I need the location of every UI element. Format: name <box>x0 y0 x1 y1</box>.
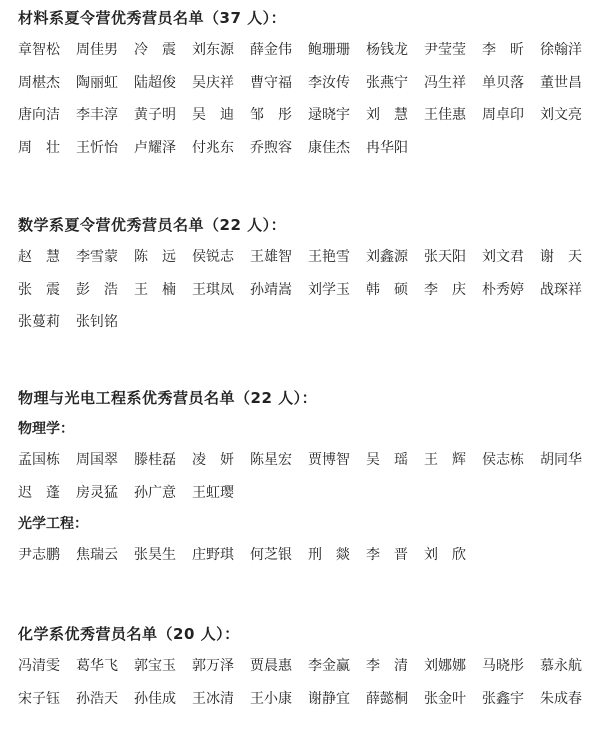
person-name: 周 壮 <box>18 139 60 156</box>
person-name: 贾晨惠 <box>250 658 292 674</box>
person-name: 周卓印 <box>482 107 524 123</box>
person-name: 尹莹莹 <box>424 42 466 58</box>
person-name: 鲍珊珊 <box>308 42 350 58</box>
person-name: 张天阳 <box>424 249 466 265</box>
subsection-title: 物理学： <box>18 421 74 437</box>
section-title: 化学系优秀营员名单（20 人）： <box>18 625 240 643</box>
person-name: 杨钱龙 <box>366 42 408 58</box>
person-name: 焦瑞云 <box>76 547 118 563</box>
person-name: 迟 蓬 <box>18 484 60 501</box>
person-name: 张钊铭 <box>76 314 118 330</box>
person-name: 孙浩天 <box>76 690 118 707</box>
person-name: 付兆东 <box>192 139 234 156</box>
person-name: 黄子明 <box>134 107 176 123</box>
person-name: 冷 震 <box>134 42 176 58</box>
section-title: 数学系夏令营优秀营员名单（22 人）： <box>18 216 287 234</box>
person-name: 康佳杰 <box>308 139 350 156</box>
person-name: 李汝传 <box>308 74 350 91</box>
person-name: 李 昕 <box>482 42 524 58</box>
name-row <box>18 449 598 472</box>
person-name: 刘鑫源 <box>366 249 408 265</box>
optics-subsection <box>18 514 598 567</box>
name-list <box>18 246 598 334</box>
person-name: 赵 慧 <box>18 249 60 265</box>
person-name: 刘娜娜 <box>424 658 466 674</box>
person-name: 李雪蒙 <box>76 249 118 265</box>
person-name: 吴 迪 <box>192 107 234 123</box>
person-name: 房灵猛 <box>76 484 118 501</box>
person-name: 陈 远 <box>134 249 176 265</box>
section-title: 材料系夏令营优秀营员名单（37 人）： <box>18 9 287 27</box>
person-name: 何芝银 <box>250 547 292 563</box>
person-name: 乔煦容 <box>250 139 292 156</box>
person-name: 孟国栋 <box>18 452 60 468</box>
person-name: 单贝落 <box>482 74 524 91</box>
person-name: 王艳雪 <box>308 249 350 265</box>
person-name: 尹志鹏 <box>18 547 60 563</box>
person-name: 李 庆 <box>424 281 466 298</box>
person-name: 逯晓宇 <box>308 107 350 123</box>
name-row <box>18 688 598 711</box>
person-name: 王小康 <box>250 690 292 707</box>
person-name: 滕桂磊 <box>134 452 176 468</box>
person-name: 唐向洁 <box>18 107 60 123</box>
person-name: 刘 慧 <box>366 107 408 123</box>
person-name: 刘文亮 <box>540 107 582 123</box>
person-name: 刘东源 <box>192 42 234 58</box>
person-name: 吴庆祥 <box>192 74 234 91</box>
person-name: 朱成春 <box>540 690 582 707</box>
name-row <box>18 311 598 334</box>
person-name: 刑 燚 <box>308 547 350 563</box>
name-list <box>18 655 598 711</box>
materials-section <box>18 8 598 169</box>
person-name: 王佳惠 <box>424 107 466 123</box>
person-name: 冉华阳 <box>366 139 408 156</box>
person-name: 周国翠 <box>76 452 118 468</box>
name-row <box>18 137 598 160</box>
person-name: 章智松 <box>18 42 60 58</box>
person-name: 贾博智 <box>308 452 350 468</box>
person-name: 刘 欣 <box>424 547 466 563</box>
person-name: 孙广意 <box>134 484 176 501</box>
person-name: 宋子钰 <box>18 690 60 707</box>
person-name: 冯生祥 <box>424 74 466 91</box>
section-title: 物理与光电工程系优秀营员名单（22 人）： <box>18 389 318 407</box>
person-name: 孙靖嵩 <box>250 281 292 298</box>
person-name: 李 晋 <box>366 547 408 563</box>
math-section <box>18 215 598 344</box>
person-name: 周椹杰 <box>18 74 60 91</box>
person-name: 王 辉 <box>424 452 466 468</box>
person-name: 彭 浩 <box>76 281 118 298</box>
name-row <box>18 655 598 678</box>
person-name: 周佳男 <box>76 42 118 58</box>
person-name: 马晓彤 <box>482 658 524 674</box>
person-name: 张鑫宇 <box>482 690 524 707</box>
physics-subsection <box>18 419 598 505</box>
person-name: 李 清 <box>366 658 408 674</box>
person-name: 孙佳成 <box>134 690 176 707</box>
person-name: 郭万泽 <box>192 658 234 674</box>
person-name: 王虹璎 <box>192 484 234 501</box>
name-row <box>18 482 598 505</box>
person-name: 董世昌 <box>540 74 582 91</box>
person-name: 凌 妍 <box>192 452 234 468</box>
person-name: 徐翰洋 <box>540 42 582 58</box>
person-name: 王琪凤 <box>192 281 234 298</box>
person-name: 庄野琪 <box>192 547 234 563</box>
person-name: 曹守福 <box>250 74 292 91</box>
name-list <box>18 544 598 567</box>
person-name: 王冰清 <box>192 690 234 707</box>
person-name: 战琛祥 <box>540 281 582 298</box>
name-row <box>18 279 598 302</box>
person-name: 韩 硕 <box>366 281 408 298</box>
person-name: 侯锐志 <box>192 249 234 265</box>
person-name: 胡同华 <box>540 452 582 468</box>
name-row <box>18 39 598 62</box>
person-name: 刘文君 <box>482 249 524 265</box>
person-name: 郭宝玉 <box>134 658 176 674</box>
person-name: 陶丽虹 <box>76 74 118 91</box>
person-name: 张金叶 <box>424 690 466 707</box>
name-list <box>18 39 598 160</box>
person-name: 王雄智 <box>250 249 292 265</box>
person-name: 陈星宏 <box>250 452 292 468</box>
person-name: 葛华飞 <box>76 658 118 674</box>
person-name: 薛懿桐 <box>366 690 408 707</box>
person-name: 张燕宁 <box>366 74 408 91</box>
person-name: 张 震 <box>18 281 60 298</box>
chemistry-section <box>18 624 598 720</box>
name-row <box>18 104 598 127</box>
person-name: 侯志栋 <box>482 452 524 468</box>
person-name: 谢 天 <box>540 249 582 265</box>
person-name: 吴 瑶 <box>366 452 408 468</box>
person-name: 谢静宜 <box>308 690 350 707</box>
person-name: 刘学玉 <box>308 281 350 298</box>
person-name: 王 楠 <box>134 281 176 298</box>
person-name: 王忻怡 <box>76 139 118 156</box>
person-name: 张昊生 <box>134 547 176 563</box>
subsection-title: 光学工程： <box>18 516 88 532</box>
name-row <box>18 72 598 95</box>
person-name: 陆超俊 <box>134 74 176 91</box>
name-row <box>18 544 598 567</box>
physics-section <box>18 388 598 577</box>
person-name: 李丰淳 <box>76 107 118 123</box>
person-name: 薛金伟 <box>250 42 292 58</box>
person-name: 李金赢 <box>308 658 350 674</box>
person-name: 张蔓莉 <box>18 314 60 330</box>
person-name: 邹 彤 <box>250 107 292 123</box>
person-name: 卢耀泽 <box>134 139 176 156</box>
name-row <box>18 246 598 269</box>
name-list <box>18 449 598 505</box>
person-name: 冯清雯 <box>18 658 60 674</box>
person-name: 朴秀婷 <box>482 281 524 298</box>
person-name: 慕永航 <box>540 658 582 674</box>
